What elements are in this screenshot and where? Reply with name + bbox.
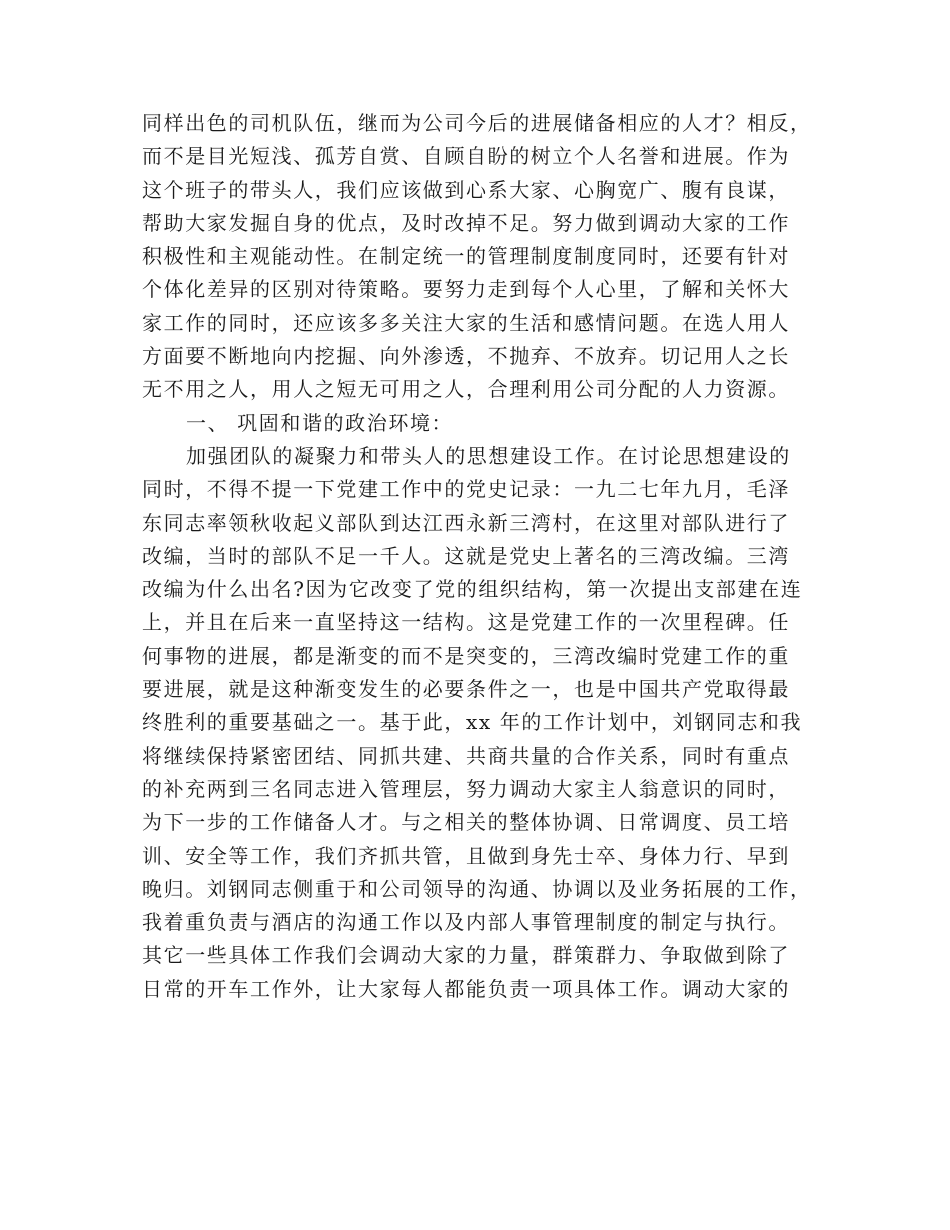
text-line: 训、安全等工作，我们齐抓共管，且做到身先士卒、身体力行、早到 (142, 843, 790, 868)
text-line: 日常的开车工作外，让大家每人都能负责一项具体工作。调动大家的 (142, 976, 790, 1001)
text-line: 方面要不断地向内挖掘、向外渗透，不抛弃、不放弃。切记用人之长 (142, 344, 790, 369)
text-line: 帮助大家发掘自身的优点，及时改掉不足。努力做到调动大家的工作 (142, 210, 790, 235)
text-line: 上，并且在后来一直坚持这一结构。这是党建工作的一次里程碑。任 (142, 610, 790, 635)
text-line: 加强团队的凝聚力和带头人的思想建设工作。在讨论思想建设的 (186, 443, 791, 468)
text-line: 积极性和主观能动性。在制定统一的管理制度制度同时，还要有针对 (142, 244, 790, 269)
text-line: 改编为什么出名?因为它改变了党的组织结构，第一次提出支部建在连 (142, 577, 803, 602)
text-line: 我着重负责与酒店的沟通工作以及内部人事管理制度的制定与执行。 (142, 910, 790, 935)
document-body (142, 107, 812, 1006)
text-line: 为下一步的工作储备人才。与之相关的整体协调、日常调度、员工培 (142, 810, 790, 835)
text-line: 改编，当时的部队不足一千人。这就是党史上著名的三湾改编。三湾 (142, 543, 790, 568)
text-line: 终胜利的重要基础之一。基于此，xx 年的工作计划中，刘钢同志和我 (142, 710, 803, 735)
text-line: 东同志率领秋收起义部队到达江西永新三湾村，在这里对部队进行了 (142, 510, 790, 535)
text-line: 个体化差异的区别对待策略。要努力走到每个人心里，了解和关怀大 (142, 277, 790, 302)
text-line: 无不用之人，用人之短无可用之人，合理利用公司分配的人力资源。 (142, 377, 790, 402)
text-line: 何事物的进展，都是渐变的而不是突变的，三湾改编时党建工作的重 (142, 643, 790, 668)
text-line: 这个班子的带头人，我们应该做到心系大家、心胸宽广、腹有良谋， (142, 177, 790, 202)
text-line: 将继续保持紧密团结、同抓共建、共商共量的合作关系，同时有重点 (142, 743, 790, 768)
text-line: 的补充两到三名同志进入管理层，努力调动大家主人翁意识的同时， (142, 776, 790, 801)
text-line: 家工作的同时，还应该多多关注大家的生活和感情问题。在选人用人 (142, 310, 790, 335)
section-heading: 一、 巩固和谐的政治环境： (186, 410, 454, 435)
text-line: 而不是目光短浅、孤芳自赏、自顾自盼的树立个人名誉和进展。作为 (142, 144, 790, 169)
text-line: 晚归。刘钢同志侧重于和公司领导的沟通、协调以及业务拓展的工作， (142, 876, 812, 901)
text-line: 其它一些具体工作我们会调动大家的力量，群策群力、争取做到除了 (142, 943, 790, 968)
text-line: 同样出色的司机队伍，继而为公司今后的进展储备相应的人才？相反， (142, 111, 812, 135)
text-line: 要进展，就是这种渐变发生的必要条件之一，也是中国共产党取得最 (142, 677, 790, 702)
text-line: 同时，不得不提一下党建工作中的党史记录：一九二七年九月，毛泽 (142, 477, 790, 502)
